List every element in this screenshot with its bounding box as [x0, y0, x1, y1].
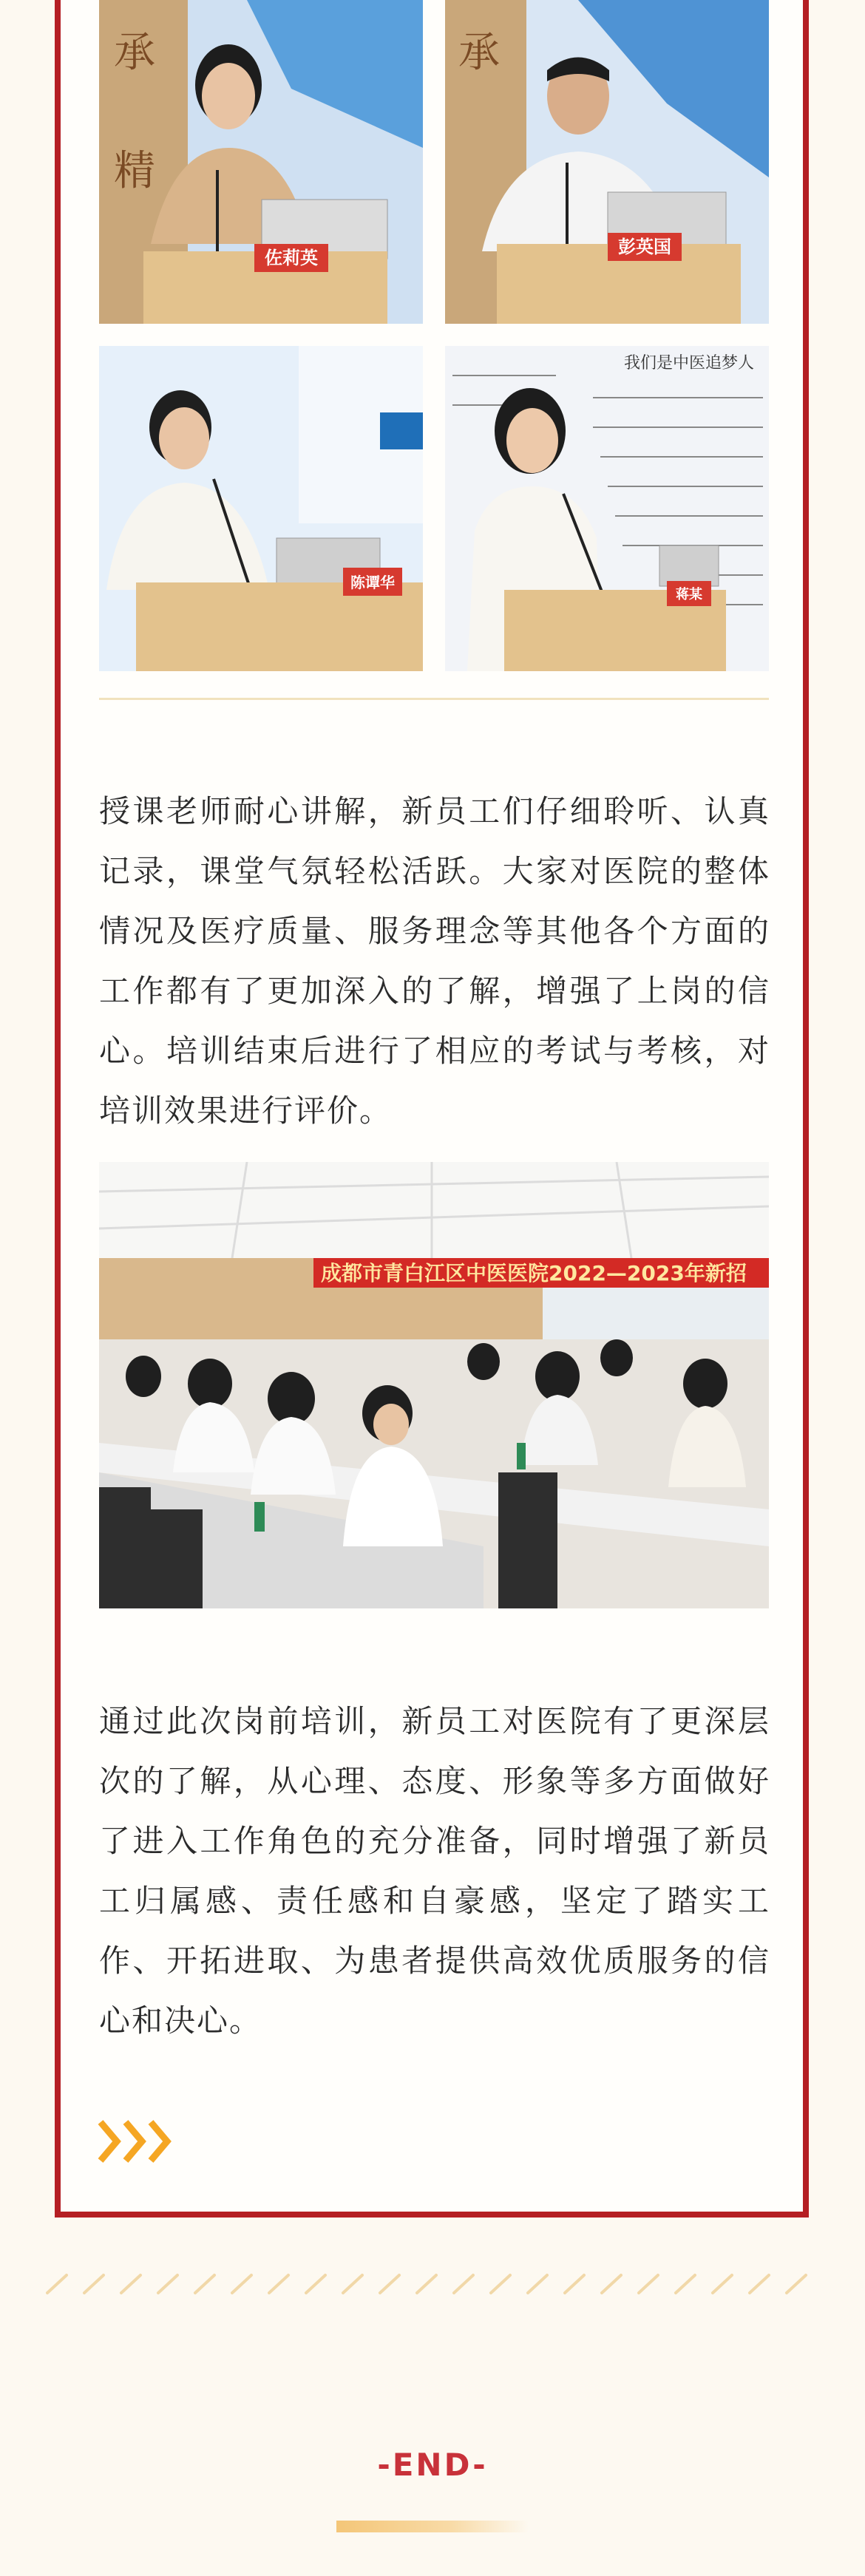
calligraphy-char: 承: [114, 29, 155, 77]
end-underline: [336, 2521, 529, 2532]
section-divider: [99, 698, 769, 700]
speaker-photo-1: [99, 0, 423, 324]
body-paragraph-1: 授课老师耐心讲解，新员工们仔细聆听、认真记录，课堂气氛轻松活跃。大家对医院的整体情况及医疗质量、服务理念等其他各个方面的工作都有了更加深入的了解，增强了上岗的信心。培训结束后进行了相应的考试与考核，对培训效果进行评价。: [99, 793, 770, 1129]
classroom-banner: 成都市青白江区中医医院2022—2023年新招: [321, 1261, 747, 1285]
nameplate-text: 陈谭华: [350, 574, 395, 591]
calligraphy-char: 精: [114, 147, 155, 195]
calligraphy-char: 承: [458, 29, 500, 77]
chevron-arrows-icon: [96, 2112, 185, 2171]
nameplate-text: 佐莉英: [265, 248, 318, 268]
nameplate-text: 蒋某: [676, 587, 702, 602]
speaker-photo-3: [99, 346, 423, 671]
nameplate-text: 彭英国: [618, 237, 671, 257]
body-paragraph-2: 通过此次岗前培训，新员工对医院有了更深层次的了解，从心理、态度、形象等多方面做好了进入工作角色的充分准备，同时增强了新员工归属感、责任感和自豪感，坚定了踏实工作、开拓进取、为患者提供高效优质服务的信心和决心。: [99, 1703, 770, 2039]
speaker-photo-4: [445, 346, 769, 671]
classroom-photo: [99, 1162, 769, 1608]
decorative-dash-line: [46, 2271, 819, 2297]
end-label: -END-: [377, 2447, 488, 2483]
speaker-photo-2: [445, 0, 769, 324]
slide-title: 我们是中医追梦人: [623, 354, 755, 373]
